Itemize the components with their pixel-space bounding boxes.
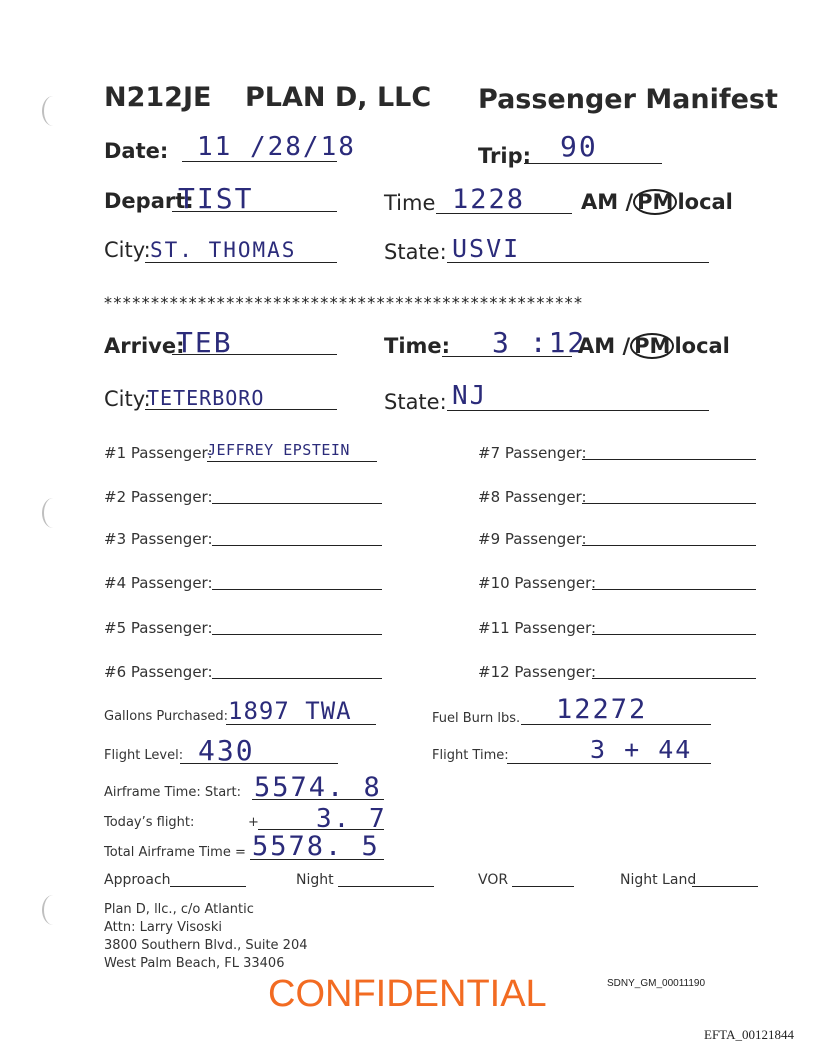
address-line-4: West Palm Beach, FL 33406 [104, 956, 285, 971]
approach-label: Approach [104, 872, 171, 888]
passenger-7-label: #7 Passenger: [478, 444, 587, 462]
depart-state-label: State: [384, 240, 447, 264]
passenger-3-line [212, 545, 382, 546]
passenger-8-label: #8 Passenger: [478, 488, 587, 506]
depart-ampm [581, 189, 733, 215]
arrive-city-label: City: [104, 387, 151, 411]
fuel-burn-value: 12272 [556, 694, 648, 725]
address-line-1: Plan D, llc., c/o Atlantic [104, 902, 254, 917]
depart-label: Depart: [104, 189, 194, 213]
total-airframe-label: Total Airframe Time = [104, 845, 246, 860]
arrive-state-value: NJ [452, 381, 488, 411]
depart-state-value: USVI [452, 234, 521, 263]
passenger-5-line [212, 634, 382, 635]
todays-flight-value: 3. 7 [316, 804, 387, 834]
passenger-4-line [212, 589, 382, 590]
trip-value: 90 [560, 130, 598, 163]
arrive-pm-circled: PM [630, 333, 674, 359]
efta-number: EFTA_00121844 [704, 1027, 794, 1042]
gallons-label: Gallons Purchased: [104, 709, 229, 724]
flight-time-value: 3 + 44 [590, 735, 693, 764]
punch-hole-middle [42, 498, 64, 528]
trip-label: Trip: [478, 144, 532, 168]
vor-label: VOR [478, 872, 509, 888]
fuel-burn-label: Fuel Burn lbs. [432, 711, 521, 726]
passenger-9-label: #9 Passenger: [478, 530, 587, 548]
arrive-value: TEB [176, 326, 233, 359]
punch-hole-top [42, 96, 64, 126]
passenger-4-label: #4 Passenger: [104, 574, 213, 592]
gallons-value: 1897 TWA [228, 697, 352, 725]
todays-flight-label: Today’s flight: [104, 815, 195, 830]
arrive-am-text: AM / [578, 334, 631, 358]
passenger-11-label: #11 Passenger: [478, 619, 597, 637]
arrive-time-label: Time: [384, 334, 451, 358]
passenger-5-label: #5 Passenger: [104, 619, 213, 637]
arrive-time-value: 3 :12 [492, 326, 587, 359]
company-name: PLAN D, LLC [245, 82, 432, 113]
passenger-11-line [592, 634, 756, 635]
arrive-ampm [578, 333, 730, 359]
flight-level-label: Flight Level: [104, 748, 184, 763]
depart-time-value: 1228 [452, 184, 526, 215]
night-land-label: Night Land [620, 872, 697, 888]
passenger-10-label: #10 Passenger: [478, 574, 597, 592]
passenger-6-label: #6 Passenger: [104, 663, 213, 681]
passenger-12-line [592, 678, 756, 679]
punch-hole-bottom [42, 895, 64, 925]
page-title: Passenger Manifest [478, 84, 778, 115]
depart-am-text: AM / [581, 190, 634, 214]
depart-value: TIST [178, 182, 254, 215]
confidential-stamp: CONFIDENTIAL [268, 973, 547, 1015]
depart-city-line [145, 262, 337, 263]
passenger-1-label: #1 Passenger: [104, 444, 213, 462]
night-line [338, 886, 434, 887]
passenger-8-line [582, 503, 756, 504]
separator-stars: *************************************************** [104, 293, 584, 312]
depart-pm-circled: PM [633, 189, 677, 215]
todays-flight-plus: + [248, 815, 259, 830]
passenger-12-label: #12 Passenger: [478, 663, 597, 681]
depart-city-label: City: [104, 238, 151, 262]
vor-line [512, 886, 574, 887]
passenger-3-label: #3 Passenger: [104, 530, 213, 548]
night-label: Night [296, 872, 334, 888]
approach-line [170, 886, 246, 887]
night-land-line [692, 886, 758, 887]
airframe-start-label: Airframe Time: Start: [104, 785, 241, 800]
passenger-6-line [212, 678, 382, 679]
trip-line [524, 163, 662, 164]
passenger-2-label: #2 Passenger: [104, 488, 213, 506]
arrive-city-value: TETERBORO [147, 386, 265, 410]
passenger-7-line [582, 459, 756, 460]
airframe-start-value: 5574. 8 [254, 772, 382, 803]
date-label: Date: [104, 139, 169, 163]
date-value: 11 /28/18 [197, 132, 356, 162]
passenger-10-line [592, 589, 756, 590]
depart-local-text: local [677, 190, 733, 214]
depart-city-value: ST. THOMAS [150, 238, 297, 262]
total-airframe-value: 5578. 5 [252, 831, 380, 862]
arrive-local-text: local [674, 334, 730, 358]
address-line-2: Attn: Larry Visoski [104, 920, 222, 935]
passenger-2-line [212, 503, 382, 504]
passenger-1-value: JEFFREY EPSTEIN [207, 441, 350, 459]
bates-number: SDNY_GM_00011190 [607, 978, 706, 989]
passenger-1-line [207, 461, 377, 462]
arrive-state-label: State: [384, 390, 447, 414]
address-line-3: 3800 Southern Blvd., Suite 204 [104, 938, 308, 953]
depart-time-label: Time [384, 191, 436, 215]
passenger-9-line [582, 545, 756, 546]
flight-time-label: Flight Time: [432, 748, 509, 763]
arrive-label: Arrive: [104, 334, 185, 358]
flight-level-value: 430 [198, 734, 255, 767]
tail-number: N212JE [104, 82, 212, 113]
